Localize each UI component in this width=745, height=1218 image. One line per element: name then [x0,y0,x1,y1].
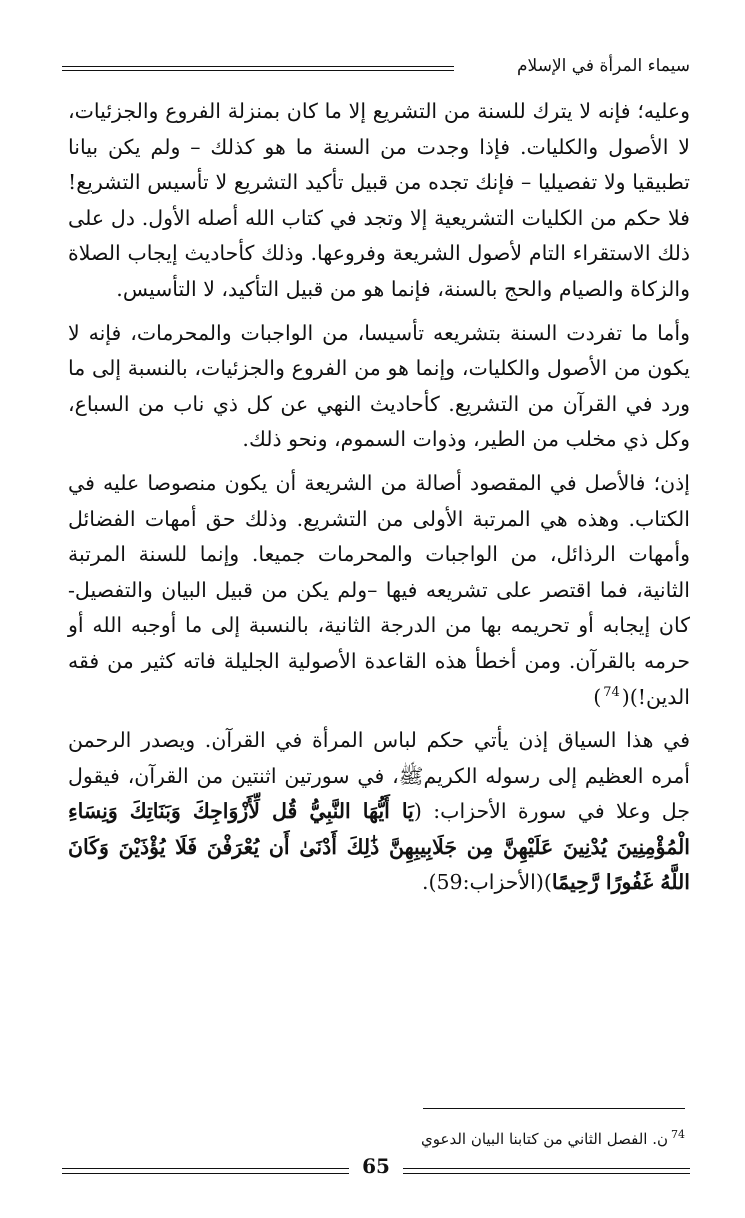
page-number: 65 [362,1154,390,1178]
footnote [235,1124,685,1150]
paragraph-2: وأما ما تفردت السنة بتشريعه تأسيسا، من الواجبات والمحرمات، فإنه لا يكون من الأصول والكليات، وإنما هو من الفروع والجزئيات، بالنسبة إلى ما ورد في القرآن من التشريع. كأحاديث النهي عن كل ذي ناب من السباع، وكل ذي مخلب من الطير، وذوات السموم، ونحو ذلك. [68,320,690,452]
paragraph-3-close: ) [593,684,602,709]
footnote-separator [423,1108,685,1109]
paragraph-3-text: إذن؛ فالأصل في المقصود أصالة من الشريعة أن يكون منصوصا عليه في الكتاب. وهذه هي المرتبة الأولى من التشريع. وذلك حق أمهات الفضائل وأمهات الرذائل، من الواجبات والمحرمات جميعا. وإنما للسنة المرتبة الثانية، فما اقتصر على تشريعه فيها –ولم يكن من قبيل البيان والتفصيل- كان إيجابه أو تحريمه بها من الدرجة الثانية، بالنسبة إلى ما أوجبه الله أو حرمه بالقرآن. ومن أخطأ هذه القاعدة الأصولية الجليلة فاته كثير من فقه الدين!)( [68,470,690,709]
header-title: سيماء المرأة في الإسلام [517,56,690,76]
verse-citation: )(الأحزاب:59). [421,870,552,895]
running-header [62,54,690,84]
page-number-bar [62,1154,690,1194]
header-rule [62,66,454,67]
footnote-number: 74 [671,1128,685,1141]
footnote-text: ن. الفصل الثاني من كتابنا البيان الدعوي [421,1130,668,1148]
body-text [68,94,690,909]
quran-verse: يَا أَيُّهَا النَّبِيُّ قُل لِّأَزْوَاجِكَ وَبَنَاتِكَ وَنِسَاءِ الْمُؤْمِنِينَ يُدْنِينَ عَلَيْهِنَّ مِن جَلَابِيبِهِنَّ ذَٰلِكَ أَدْنَىٰ أَن يُعْرَفْنَ فَلَا يُؤْذَيْنَ وَكَانَ اللَّهُ غَفُورًا رَّحِيمًا [68,799,690,895]
header-rule [62,70,454,71]
footnote-reference: 74 [603,684,620,700]
paragraph-1: وعليه؛ فإنه لا يترك للسنة من التشريع إلا ما كان بمنزلة الفروع والجزئيات، لا الأصول والكليات. فإذا وجدت من السنة ما هو كذلك – ولم يكن بيانا تطبيقيا ولا تفصيليا – فإنك تجده من قبيل تأكيد التشريع لا تأسيس التشريع! فلا حكم من الكليات التشريعية إلا وتجد في كتاب الله أصله الأول. دل على ذلك الاستقراء التام لأصول الشريعة وفروعها. وذلك كأحاديث إيجاب الصلاة والزكاة والصيام والحج بالسنة، فإنما هو من قبيل التأكيد، لا التأسيس. [68,99,690,301]
paragraph-4 [68,723,690,901]
paragraph-3 [68,466,690,715]
paragraph-4-intro: في هذا السياق إذن يأتي حكم لباس المرأة في القرآن. ويصدر الرحمن أمره العظيم إلى رسوله الكريمﷺ، في سورتين اثنتين من القرآن، فيقول جل وعلا في سورة الأحزاب: ( [68,728,690,824]
